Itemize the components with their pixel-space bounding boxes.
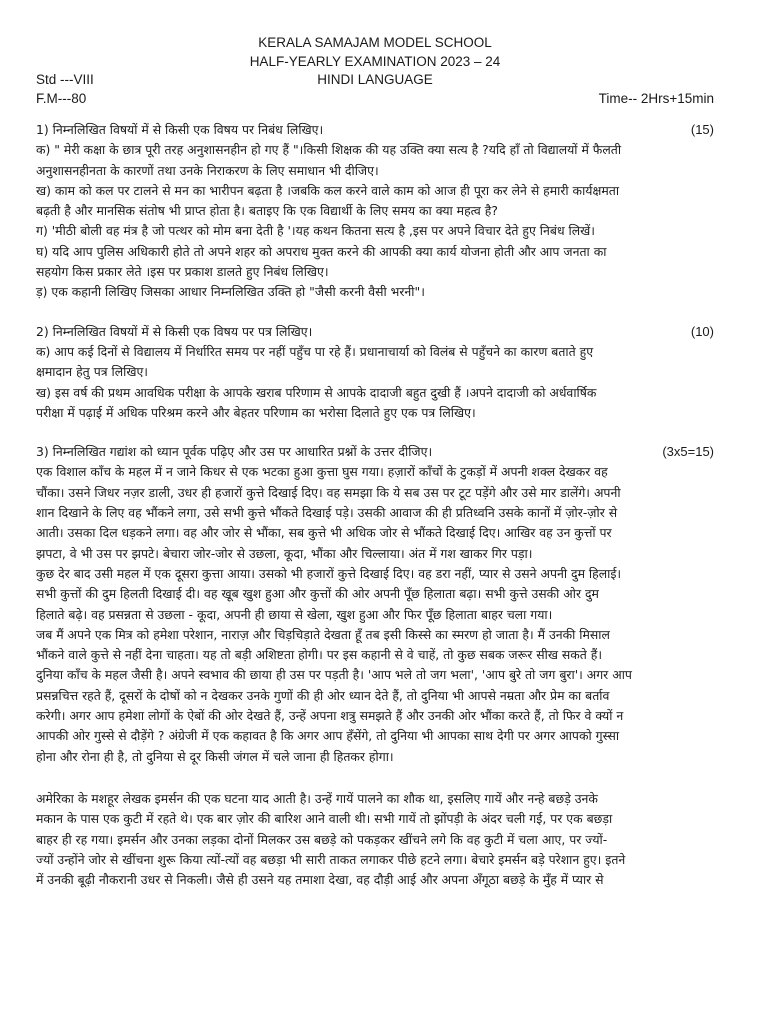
passage-2-line: बाहर ही रह गया। इमर्सन और उनका लड़का दोनों मिलकर उस बछड़े को पकड़कर खींचने लगे कि वह कुटी में चला आए, पर ज्यों- bbox=[36, 831, 608, 847]
question-1-line: ग) 'मीठी बोली वह मंत्र है जो पत्थर को मोम बना देती है '।यह कथन कितना सत्य है ,इस पर अपने विचार देते हुए निबंध लिखें। bbox=[36, 223, 595, 239]
question-3-heading bbox=[36, 442, 714, 462]
passage-line: जब मैं अपने एक मित्र को हमेशा परेशान, नाराज़ और चिड़चिड़ाते देखता हूँ तब इसी किस्से का स्मरण हो जाता है। मैं उनकी मिसाल bbox=[36, 626, 610, 642]
question-1-line: सहयोग किस प्रकार लेते ।इस पर प्रकाश डालते हुए निबंध लिखिए। bbox=[36, 264, 329, 280]
passage-line: आती। उसका दिल धड़कने लगा। वह और जोर से भौंका, सब कुत्ते भी अधिक जोर से भौंकते दिखाई दिए। आखिर वह उन कुत्तों पर bbox=[36, 525, 612, 541]
question-1-line: ख) काम को कल पर टालने से मन का भारीपन बढ़ता है ।जबकि कल करने वाले काम को आज ही पूरा कर लेने से हमारी कार्यक्षमता bbox=[36, 182, 620, 198]
question-1-line: घ) यदि आप पुलिस अधिकारी होते तो अपने शहर को अपराध मुक्त करने की आपकी क्या कार्य योजना होती और आप जनता का bbox=[36, 243, 607, 259]
question-1-line: ड़) एक कहानी लिखिए जिसका आधार निम्नलिखित उक्ति हो "जैसी करनी वैसी भरनी"। bbox=[36, 284, 425, 300]
question-1-line: बढ़ती है और मानसिक संतोष भी प्राप्त होता है। बताइए कि एक विद्यार्थी के लिए समय का क्या महत्व है? bbox=[36, 203, 498, 219]
header-row-1 bbox=[36, 71, 714, 90]
passage-2-line: ज्यों उन्होंने जोर से खींचना शुरू किया त्यों-त्यों वह बछड़ा भी सारी ताकत लगाकर पीछे हटने लगा। बेचारे इमर्सन बड़े परेशान हुए। इतने bbox=[36, 851, 626, 867]
question-2-line: परीक्षा में पढ़ाई में अधिक परिश्रम करने और बेहतर परिणाम का भरोसा दिलाते हुए एक पत्र लिखिए। bbox=[36, 404, 476, 420]
question-2-title: 2) निम्नलिखित विषयों में से किसी एक विषय पर पत्र लिखिए। bbox=[36, 323, 313, 339]
school-name: KERALA SAMAJAM MODEL SCHOOL bbox=[258, 35, 492, 50]
full-marks-label: F.M---80 bbox=[36, 90, 87, 106]
question-2-line: क्षमादान हेतु पत्र लिखिए। bbox=[36, 364, 149, 380]
question-1-line: अनुशासनहीनता के कारणों तथा उनके निराकरण के लिए समाधान भी दीजिए। bbox=[36, 162, 379, 178]
passage-line: झपटा, वे भी उस पर झपटे। बेचारा जोर-जोर से उछला, कूदा, भौंका और चिल्लाया। अंत में गश खाकर गिर पड़ा। bbox=[36, 545, 533, 561]
question-2-line: ख) इस वर्ष की प्रथम आवधिक परीक्षा के आपके खराब परिणाम से आपके दादाजी बहुत दुखी हैं ।अपने दादाजी को अर्धवार्षिक bbox=[36, 384, 597, 400]
subject-label: HINDI LANGUAGE bbox=[317, 72, 433, 87]
passage-line: भौंकने वाले कुत्ते से नहीं देना चाहता। यह तो बड़ी अशिष्टता होगी। पर इस कहानी से वे चाहें, तो कुछ सबक जरूर सीख सकते हैं। bbox=[36, 647, 603, 663]
class-label: Std ---VIII bbox=[36, 72, 94, 87]
passage-line: हिलाते बढ़े। वह प्रसन्नता से उछला - कूदा, अपनी ही छाया से खेला, खुश हुआ और फिर पूँछ हिलाता बाहर चला गया। bbox=[36, 606, 553, 622]
question-3-title: 3) निम्नलिखित गद्यांश को ध्यान पूर्वक पढ़िए और उस पर आधारित प्रश्नों के उत्तर दीजिए। bbox=[36, 444, 433, 460]
passage-line: एक विशाल काँच के महल में न जाने किधर से एक भटका हुआ कुत्ता घुस गया। हज़ारों काँचों के टुकड़ों में अपनी शक्ल देखकर वह bbox=[36, 464, 608, 480]
question-2-line: क) आप कई दिनों से विद्यालय में निर्धारित समय पर नहीं पहुँच पा रहे हैं। प्रधानाचार्या को विलंब से पहुँचने का कारण बताते हुए bbox=[36, 343, 594, 359]
passage-line: प्रसन्नचित्त रहते हैं, दूसरों के दोषों को न देखकर उनके गुणों की ही ओर ध्यान देते हैं, तो दुनिया भी आपसे नम्रता और प्रेम का बर्ताव bbox=[36, 687, 610, 703]
time-label: Time-- 2Hrs+15min bbox=[598, 90, 714, 106]
passage-line: चौंका। उसने जिधर नज़र डाली, उधर ही हजारों कुत्ते दिखाई दिए। वह समझा कि ये सब उस पर टूट पड़ेंगे और उसे मार डालेंगे। अपनी bbox=[36, 484, 621, 500]
passage-2-line: में उनकी बूढ़ी नौकरानी उधर से निकली। जैसे ही उसने यह तमाशा देखा, वह दौड़ी आई और अपना अँगूठा बछड़े के मुँह में प्यार से bbox=[36, 872, 604, 888]
passage-line: सभी कुत्तों की दुम हिलती दिखाई दी। वह खूब खुश हुआ और कुत्तों की ओर अपनी पूँछ हिलाता बढ़ा। सभी कुत्ते उसकी ओर दुम bbox=[36, 586, 599, 602]
question-1-line: क) " मेरी कक्षा के छात्र पूरी तरह अनुशासनहीन हो गए हैं "।किसी शिक्षक की यह उक्ति क्या सत्य है ?यदि हाँ तो विद्यालयों में फैलती bbox=[36, 142, 622, 158]
passage-line: होना और रोना ही है, तो दुनिया से दूर किसी जंगल में चले जाना ही हितकर होगा। bbox=[36, 748, 394, 764]
question-1-marks: (15) bbox=[690, 122, 714, 137]
passage-2-line: अमेरिका के मशहूर लेखक इमर्सन की एक घटना याद आती है। उन्हें गायें पालने का शौक था, इसलिए गायें और नन्हे बछड़े उनके bbox=[36, 790, 598, 806]
passage-line: आपकी ओर गुस्से से दौड़ेंगे ? अंग्रेजी में एक कहावत है कि अगर आप हँसेंगे, तो दुनिया भी आपका साथ देगी पर अगर आपको गुस्सा bbox=[36, 728, 620, 744]
question-1-title: 1) निम्नलिखित विषयों में से किसी एक विषय पर निबंध लिखिए। bbox=[36, 122, 324, 137]
passage-line: शान दिखाने के लिए वह भौंकने लगा, उसे सभी कुत्ते भौंकते दिखाई पड़े। उसकी आवाज की ही प्रतिध्वनि उसके कानों में ज़ोर-ज़ोर से bbox=[36, 505, 618, 521]
exam-title: HALF-YEARLY EXAMINATION 2023 – 24 bbox=[249, 53, 501, 69]
question-1-heading bbox=[36, 120, 714, 140]
question-3-marks: (3x5=15) bbox=[662, 444, 714, 460]
question-2-marks: (10) bbox=[690, 323, 714, 339]
passage-line: करेगी। अगर आप हमेशा लोगों के ऐबों की ओर देखते हैं, उन्हें अपना शत्रु समझते हैं और उनकी ओर भौंका करते हैं, तो फिर वे क्यों न bbox=[36, 708, 624, 724]
passage-2-line: मकान के पास एक कुटी में रहते थे। एक बार ज़ोर की बारिश आने वाली थी। सभी गायें तो झोंपड़ी के अंदर चली गई, पर एक बछड़ा bbox=[36, 811, 613, 827]
question-2-heading bbox=[36, 322, 714, 342]
passage-line: कुछ देर बाद उसी महल में एक दूसरा कुत्ता आया। उसको भी हजारों कुत्ते दिखाई दिए। वह डरा नहीं, प्यार से उसने अपनी दुम हिलाई। bbox=[36, 565, 622, 581]
header-row-2 bbox=[36, 90, 714, 109]
passage-line: दुनिया काँच के महल जैसी है। अपने स्वभाव की छाया ही उस पर पड़ती है। 'आप भले तो जग भला', 'आप बुरे तो जग बुरा'। अगर आप bbox=[36, 667, 632, 683]
